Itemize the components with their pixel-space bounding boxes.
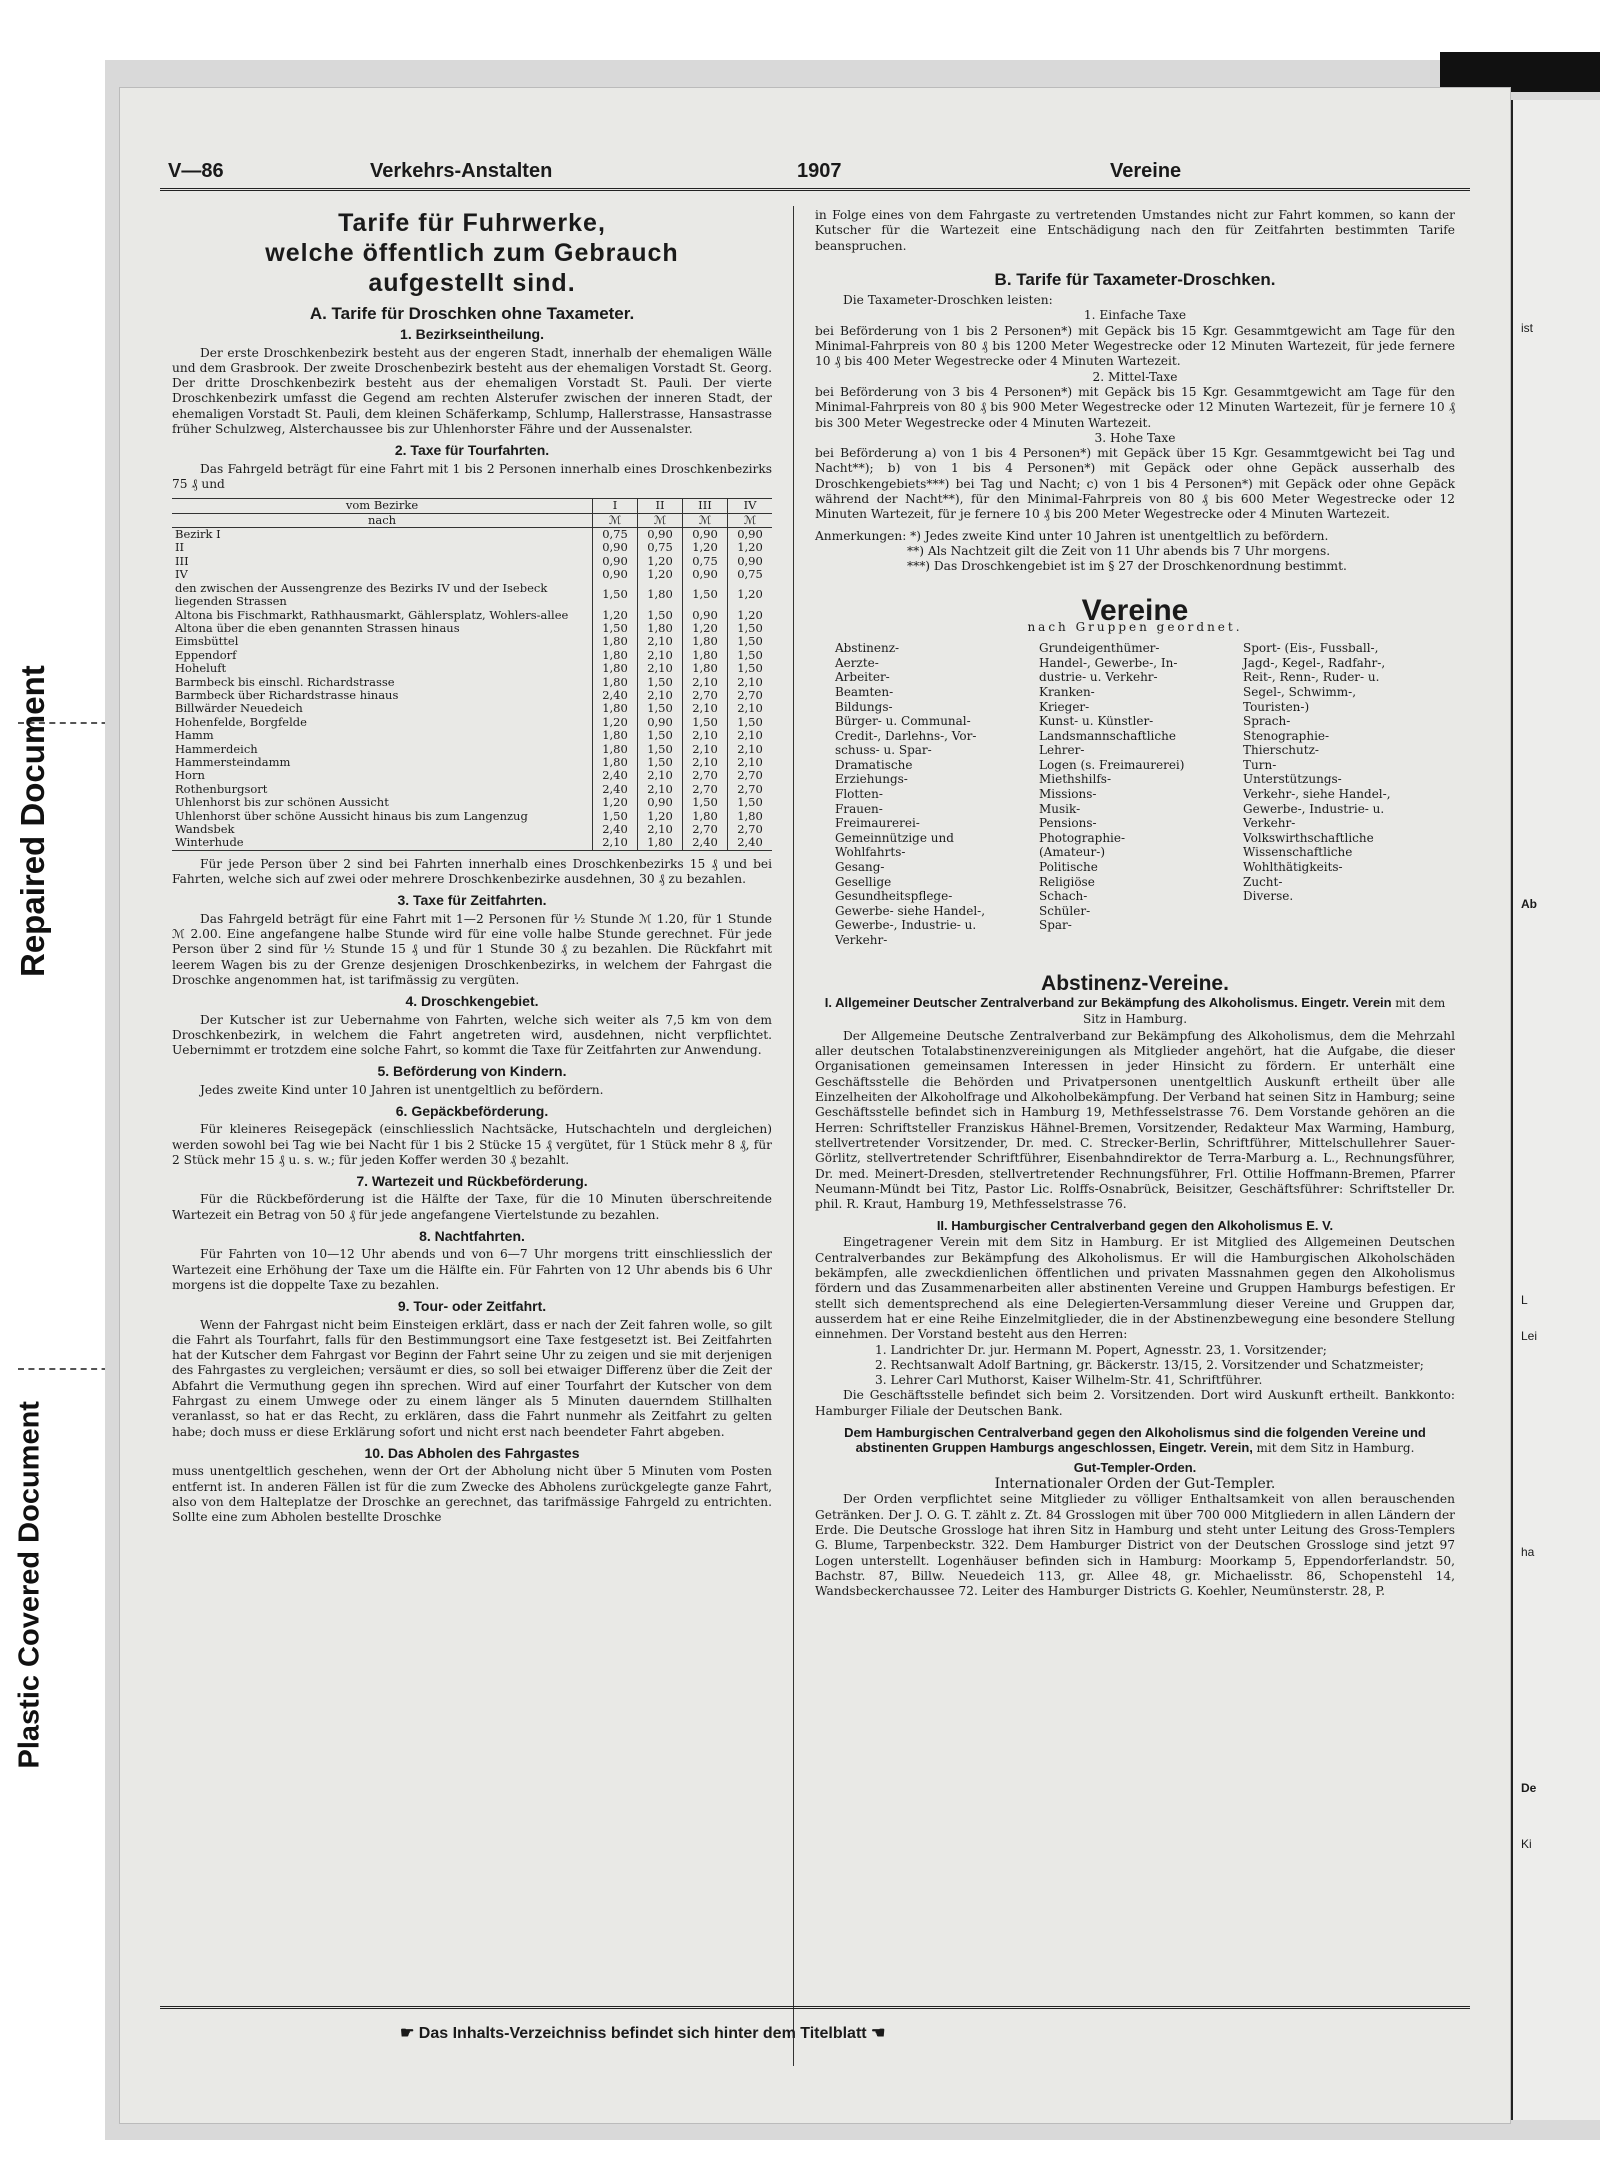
group-column: Grundeigenthümer- Handel-, Gewerbe-, In- dustrie- u. Verkehr- Kranken- Krieger- Kunst- u. Künstler- Landsmannschaftliche Lehrer- Logen (s. Freimaurerei) Miethshilfs- Missions- Musik- Pensions- Photographie- (Amateur-) Politische Religiöse Schach- Schüler- Spar- <box>1039 641 1185 933</box>
fare-cell: 1,50 <box>638 743 683 756</box>
fare-cell: 2,10 <box>683 702 728 715</box>
pointing-hand-icon: ☚ <box>866 2025 886 2042</box>
fare-cell: 2,10 <box>683 729 728 742</box>
fare-cell: 1,80 <box>593 635 638 648</box>
fare-cell: 2,70 <box>728 689 773 702</box>
b1-text: bei Beförderung von 1 bis 2 Personen*) mit Gepäck bis 15 Kgr. Gesammtgewicht am Tage für den Minimal-Fahrpreis von 80 ₰ bis 1200 Meter Wegestrecke oder 12 Minuten Wartezeit, für jede fernere 10 ₰ bis 400 Meter Wegestrecke oder 4 Minuten Wartezeit. <box>815 323 1455 369</box>
fare-cell: 2,10 <box>683 743 728 756</box>
fare-cell: 2,40 <box>593 769 638 782</box>
s8-text: Für Fahrten von 10—12 Uhr abends und von 6—7 Uhr morgens tritt einschliesslich der Wartezeit eine Erhöhung der Taxe um die Hälfte ein. Für Fahrten von 12 Uhr abends bis 6 Uhr morgens ist die doppelte Taxe zu bezahlen. <box>172 1247 772 1292</box>
destination-cell: Rothenburgsort <box>175 781 268 796</box>
right-column <box>815 208 1455 1599</box>
abstinenz-title: Abstinenz-Vereine. <box>1041 971 1229 995</box>
table-row <box>172 635 772 648</box>
column-divider <box>793 206 794 2066</box>
s9-title: 9. Tour- oder Zeitfahrt. <box>397 1298 547 1315</box>
table-row <box>172 649 772 662</box>
fare-cell: 1,80 <box>593 702 638 715</box>
board-member: 3. Lehrer Carl Muthorst, Kaiser Wilhelm-Str. 41, Schriftführer. <box>875 1373 1263 1388</box>
table-unit: ℳ <box>593 513 638 527</box>
adjacent-page-fragments <box>1521 320 1537 1852</box>
gt-text: Der Orden verpflichtet seine Mitglieder zu völliger Enthaltsamkeit von allen berauschenden Getränken. Der J. O. G. T. zählt z. Zt. 84 Grosslogen mit über 700 000 Mitgliedern in allen Ländern der Erde. Die Deutsche Grossloge hat ihren Sitz in Hamburg und steht unter Leitung des Gross-Templers G. Blume, Tarpenbeckstr. 322. Dem Hamburger District von der Deutschen Grossloge sind jetzt 97 Logen unterstellt. Logenhäuser befinden sich in Hamburg: Moorkamp 5, Eppendorferlandstr. 50, Bachstr. 87, Billw. Neuedeich 113, gr. Allee 48, gr. Michaelisstr. 86, Schopenstehl 14, Wandsbeckerchaussee 72. Leiter des Hamburger Districts G. Koehler, Neumünsterstr. 28, P. <box>815 1492 1455 1599</box>
fare-cell: 1,50 <box>728 649 773 662</box>
fare-cell: 2,10 <box>728 743 773 756</box>
table-row <box>172 541 772 554</box>
fare-cell: 0,90 <box>728 528 773 542</box>
s10-title: 10. Das Abholen des Fahrgastes <box>364 1444 580 1461</box>
table-row <box>172 729 772 742</box>
destination-cell: Hammersteindamm <box>175 754 291 769</box>
destination-cell: Altona über die eben genannten Strassen hinaus <box>175 620 460 635</box>
gt-subtitle: Internationaler Orden der Gut-Templer. <box>994 1476 1276 1493</box>
b3-title: 3. Hohe Taxe <box>1094 430 1176 445</box>
s2-after: Für jede Person über 2 sind bei Fahrten innerhalb eines Droschkenbezirks 15 ₰ und bei Fahrten, welche sich auf zwei oder mehrere Droschkenbezirke ausdehnen, 30 ₰ zu bezahlen. <box>172 856 772 887</box>
fare-cell: 1,50 <box>728 622 773 635</box>
table-row <box>172 609 772 622</box>
fare-cell: 1,50 <box>638 729 683 742</box>
destination-cell: Eppendorf <box>175 647 237 662</box>
section-b-title: B. Tarife für Taxameter-Droschken. <box>994 269 1276 289</box>
table-row <box>172 783 772 796</box>
group-column: Abstinenz- Aerzte- Arbeiter- Beamten- Bildungs- Bürger- u. Communal- Credit-, Darlehns-, Vor- schuss- u. Spar- Dramatische Erziehungs- Flotten- Frauen- Freimaurerei- Gemeinnützige und Wohlfahrts- Gesang- Gesellige Gesundheitspflege- Gewerbe- siehe Handel-, Gewerbe-, Industrie- u. Verkehr- <box>835 641 986 947</box>
fare-cell: 2,70 <box>683 689 728 702</box>
s7-title: 7. Wartezeit und Rückbeförderung. <box>356 1173 588 1190</box>
fare-cell: 2,10 <box>728 702 773 715</box>
running-header <box>160 160 1470 184</box>
destination-cell: Hamm <box>175 728 214 743</box>
fare-cell: 1,80 <box>593 743 638 756</box>
fare-cell: 1,80 <box>638 836 683 850</box>
s6-text: Für kleineres Reisegepäck (einschliesslich Nachtsäcke, Hutschachteln und dergleichen) werden sowohl bei Tag wie bei Nacht für 1 bis 2 Stücke 15 ₰ vergütet, für 1 Stück mehr 8 ₰, für 2 Stück mehr 15 ₰ u. s. w.; für jeden Koffer werden 30 ₰ bezahlt. <box>172 1122 772 1167</box>
fragment: ist <box>1521 321 1533 335</box>
table-row <box>172 528 772 542</box>
destination-cell: Winterhude <box>172 836 593 850</box>
table-unit: ℳ <box>728 513 773 527</box>
fare-cell: 1,80 <box>683 662 728 675</box>
fare-cell: 1,50 <box>683 796 728 809</box>
fare-cell: 2,10 <box>728 676 773 689</box>
b-intro: Die Taxameter-Droschken leisten: <box>843 293 1053 308</box>
section-a-title: A. Tarife für Droschken ohne Taxameter. <box>309 304 635 323</box>
destination-cell: Uhlenhorst über schöne Aussicht hinaus bis zum Langenzug <box>175 808 528 823</box>
scan-edge <box>1440 52 1600 92</box>
fragment: Ki <box>1521 1837 1532 1851</box>
vereine-title: Vereine <box>1081 593 1189 627</box>
left-column <box>172 208 772 1525</box>
destination-cell: III <box>175 553 189 568</box>
destination-cell: Uhlenhorst bis zur schönen Aussicht <box>175 795 389 810</box>
a2-text: Eingetragener Verein mit dem Sitz in Hamburg. Er ist Mitglied des Allgemeinen Deutschen Centralverbandes zur Bekämpfung des Alkoholismus. Er will die Hamburgischen Alkoholschäden bekämpfen, alle zweckdienlichen öffentlichen und privaten Massnahmen gegen den Alkoholismus fördern und das Zusammenarbeiten aller abstinenten Vereine und Gruppen Hamburgs befestigen. Er stellt sich dementsprechend als eine Delegierten-Versammlung dieser Vereine und Gruppen dar, ausserdem hat er eine Reihe Einzelmitglieder, die in der Abstinenzbewegung eine besondere Stellung einnehmen. Der Vorstand besteht aus den Herren: <box>815 1235 1455 1342</box>
fare-cell: 1,20 <box>593 796 638 809</box>
table-row <box>172 676 772 689</box>
fare-cell: 0,90 <box>593 555 638 568</box>
fare-cell: 2,10 <box>683 676 728 689</box>
table-row <box>172 702 772 715</box>
s7-text: Für die Rückbeförderung ist die Hälfte der Taxe, für die 10 Minuten überschreitende Wartezeit ein Betrag von 50 ₰ für jede angefangene Viertelstunde zu bezahlen. <box>172 1192 772 1222</box>
fare-cell: 2,10 <box>638 689 683 702</box>
fare-cell: 1,20 <box>593 609 638 622</box>
fare-cell: 1,50 <box>593 810 638 823</box>
fare-table <box>172 498 772 851</box>
table-unit: ℳ <box>638 513 683 527</box>
destination-cell: Hoheluft <box>175 661 227 676</box>
fare-cell: 0,75 <box>683 555 728 568</box>
main-title: Tarife für Fuhrwerke, welche öffentlich zum Gebrauch aufgestellt sind. <box>265 209 679 297</box>
fare-cell: 2,40 <box>683 836 728 850</box>
board-member: 1. Landrichter Dr. jur. Hermann M. Popert, Agnesstr. 23, 1. Vorsitzender; <box>875 1342 1327 1357</box>
a1-text: Der Allgemeine Deutsche Zentralverband zur Bekämpfung des Alkoholismus, dem die Mehrzahl aller deutschen Totalabstinenzvereinigungen als Mitglieder angehört, hat die Aufgabe, die dieser Organisationen gemeinsamen Interessen in jeder Hinsicht zu fördern. Er unterhält eine Geschäftsstelle die Behörden und Privatpersonen unentgeltlich Auskunft ertheilt über alle Einzelheiten der Alkoholfrage und Alkoholbekämpfung. Der Verband hat seinen Sitz in Hamburg; seine Geschäftsstelle befindet sich in Hamburg 19, Methfesselstrasse 76. Dem Vorstande gehören an die Herren: Schriftsteller Franziskus Hähnel-Bremen, Vorsitzender, Redakteur Max Warming, Hamburg, stellvertretender Vorsitzender, Dr. med. C. Strecker-Berlin, Schriftführer, Mittelschullehrer Sauer-Görlitz, stellvertretender Schriftführer, Eisenbahndirektor de Terra-Marburg a. L., Rechnungsführer, Dr. med. Meinert-Dresden, stellvertretender Rechnungsführer, Frl. Ottilie Hoffmann-Bremen, Pfarrer Neumann-Mündt bei Titz, Pastor Lic. Rolffs-Osnabrück, Beisitzer, Geschäftsführer: Schriftsteller Dr. phil. R. Kraut, Hamburg 19, Methfesselstrasse 76. <box>815 1028 1455 1212</box>
header-rule <box>160 188 1470 191</box>
vereine-group-list <box>815 641 1455 947</box>
fare-cell: 1,20 <box>728 582 773 609</box>
b2-title: 2. Mittel-Taxe <box>1092 369 1178 384</box>
continuation-text: in Folge eines von dem Fahrgaste zu vertretenden Umstandes nicht zur Fahrt kommen, so kann der Kutscher für die Wartezeit eine Entschädigung nach den für Zeitfahrten bestimmten Tarife beanspruchen. <box>815 208 1455 253</box>
fare-cell: 0,75 <box>593 528 638 542</box>
group-column: Sport- (Eis-, Fussball-, Jagd-, Kegel-, Radfahr-, Reit-, Renn-, Ruder- u. Segel-, Schwimm-, Touristen-) Sprach- Stenographie- Thierschutz- Turn- Unterstützungs- Verkehr-, siehe Handel-, Gewerbe-, Industrie- u. Verkehr- Volkswirthschaftliche Wissenschaftliche Wohlthätigkeits- Zucht- Diverse. <box>1243 641 1391 904</box>
gt-title: Gut-Templer-Orden. <box>1073 1460 1197 1476</box>
fare-cell: 2,40 <box>728 836 773 850</box>
fare-cell: 1,50 <box>683 716 728 729</box>
fare-cell: 2,10 <box>638 649 683 662</box>
fare-cell: 2,70 <box>728 783 773 796</box>
fare-cell: 1,50 <box>638 702 683 715</box>
header-left-title: Verkehrs-Anstalten <box>370 160 553 182</box>
fare-cell: 2,10 <box>683 756 728 769</box>
table-row <box>172 810 772 823</box>
a1-title: I. Allgemeiner Deutscher Zentralverband zur Bekämpfung des Alkoholismus. Eingetr. Verein mit dem Sitz in Hamburg. <box>824 994 1446 1026</box>
pointing-hand-icon: ☛ <box>400 2025 419 2042</box>
vereine-subtitle: nach Gruppen geordnet. <box>1027 619 1243 634</box>
table-row <box>172 662 772 675</box>
fare-cell: 2,10 <box>638 783 683 796</box>
fare-cell: 0,90 <box>638 528 683 542</box>
table-head-to: nach <box>172 513 593 527</box>
footnote: ***) Das Droschkengebiet ist im § 27 der Droschkenordnung bestimmt. <box>907 559 1347 574</box>
table-head-col: II <box>638 499 683 513</box>
fare-cell: 1,50 <box>728 662 773 675</box>
fare-cell: 2,10 <box>728 729 773 742</box>
table-row <box>172 769 772 782</box>
b3-text: bei Beförderung a) von 1 bis 4 Personen*) mit Gepäck über 15 Kgr. Gesammtgewicht bei Tag und Nacht**); b) von 1 bis 4 Personen*) mit Gepäck oder ohne Gepäck ausserhalb des Droschkengebiets***) bei Tag und Nacht; c) von 1 bis 4 Personen*) mit Gepäck oder ohne Gepäck während der Nacht**), für den Minimal-Fahrpreis von 80 ₰ bis 600 Meter Wegestrecke oder 12 Minuten Wartezeit, für je fernere 10 ₰ bis 200 Meter Wegestrecke oder 4 Minuten Wartezeit. <box>815 446 1455 522</box>
fare-cell: 2,10 <box>638 662 683 675</box>
board-list <box>815 1343 1455 1389</box>
fragment: Lei <box>1521 1329 1538 1343</box>
fare-cell: 2,40 <box>593 689 638 702</box>
s3-title: 3. Taxe für Zeitfahrten. <box>397 892 547 909</box>
fare-cell: 1,80 <box>683 635 728 648</box>
fare-cell: 2,10 <box>638 823 683 836</box>
fare-cell: 1,80 <box>593 756 638 769</box>
fare-cell: 2,10 <box>728 756 773 769</box>
a3-title: Dem Hamburgischen Centralverband gegen den Alkoholismus sind die folgenden Vereine und abstinenten Gruppen Hamburgs angeschlossen, Eingetr. Verein, mit dem Sitz in Hamburg. <box>844 1425 1426 1456</box>
fare-cell: 0,90 <box>593 568 638 581</box>
fare-cell: 2,10 <box>593 836 638 850</box>
fare-cell: 1,50 <box>728 635 773 648</box>
destination-cell: Wandsbek <box>175 822 235 837</box>
fare-cell: 1,80 <box>728 810 773 823</box>
s2-text: Das Fahrgeld beträgt für eine Fahrt mit 1 bis 2 Personen innerhalb eines Droschkenbezirks 75 ₰ und <box>172 461 772 491</box>
table-row <box>172 555 772 568</box>
destination-cell: Hohenfelde, Borgfelde <box>175 714 307 729</box>
footnote: **) Als Nachtzeit gilt die Zeit von 11 Uhr abends bis 7 Uhr morgens. <box>907 543 1331 558</box>
fare-cell: 2,10 <box>638 769 683 782</box>
footer-note: ☛ Das Inhalts-Verzeichniss befindet sich hinter dem Titelblatt ☚ <box>400 2025 886 2042</box>
fare-cell: 1,20 <box>728 609 773 622</box>
plastic-covered-label: Plastic Covered Document <box>13 1401 46 1769</box>
fare-cell: 0,90 <box>728 555 773 568</box>
fare-cell: 0,90 <box>683 609 728 622</box>
table-row <box>172 823 772 836</box>
fare-cell: 2,70 <box>728 769 773 782</box>
fare-cell: 0,90 <box>638 796 683 809</box>
s5-title: 5. Beförderung von Kindern. <box>377 1063 567 1080</box>
s9-text: Wenn der Fahrgast nicht beim Einsteigen erklärt, dass er nach der Zeit fahren wolle, so gilt die Fahrt als Tourfahrt, falls für den Bestimmungsort eine Taxe festgesetzt ist. Bei Zeitfahrten hat der Kutscher dem Fahrgast vor Beginn der Fahrt seine Uhr zu zeigen und sie mit derjenigen des Fahrgastes zu vergleichen; versäumt er dies, so soll bei etwaiger Differenz über die Zeit der Abfahrt die Vermuthung gegen ihn sprechen. Wird auf einer Tourfahrt der Kutscher von dem Fahrgast zu einem Umwege oder zu einem länger als 5 Minuten dauerndem Stillhalten veranlasst, so hat er das Recht, zu erklären, dass die Fahrt nunmehr als Zeitfahrt zu gelten habe; doch muss er diese Erklärung sofort und nicht erst nach beendeter Fahrt abgeben. <box>172 1317 772 1439</box>
s8-title: 8. Nachtfahrten. <box>419 1228 525 1245</box>
fare-cell: 1,80 <box>593 729 638 742</box>
s4-title: 4. Droschkengebiet. <box>405 993 539 1010</box>
table-head-col: III <box>683 499 728 513</box>
page-number: V—86 <box>168 160 224 182</box>
destination-cell: den zwischen der Aussengrenze des Bezirks IV und der Isebeck liegenden Strassen <box>175 580 548 609</box>
fare-cell: 0,90 <box>683 568 728 581</box>
fare-cell: 1,50 <box>683 582 728 609</box>
fare-cell: 1,20 <box>728 541 773 554</box>
a2-after: Die Geschäftsstelle befindet sich beim 2. Vorsitzenden. Dort wird Auskunft ertheilt. Bankkonto: Hamburger Filiale der Deutschen Bank. <box>815 1388 1455 1418</box>
fare-cell: 1,20 <box>638 810 683 823</box>
board-member: 2. Rechtsanwalt Adolf Bartning, gr. Bäckerstr. 13/15, 2. Vorsitzender und Schatzmeister; <box>875 1357 1424 1372</box>
fare-cell: 1,20 <box>638 568 683 581</box>
fare-cell: 2,70 <box>683 783 728 796</box>
destination-cell: Barmbeck über Richardstrasse hinaus <box>175 687 399 702</box>
fare-cell: 2,70 <box>683 823 728 836</box>
fare-cell: 0,90 <box>593 541 638 554</box>
destination-cell: Barmbeck bis einschl. Richardstrasse <box>175 674 395 689</box>
fare-cell: 0,75 <box>638 541 683 554</box>
fare-cell: 1,80 <box>683 810 728 823</box>
fare-cell: 2,40 <box>593 783 638 796</box>
fare-cell: 1,50 <box>638 756 683 769</box>
fare-cell: 1,50 <box>728 716 773 729</box>
repaired-document-label: Repaired Document <box>14 665 51 977</box>
s3-text: Das Fahrgeld beträgt für eine Fahrt mit 1—2 Personen für ½ Stunde ℳ 1.20, für 1 Stunde ℳ 2.00. Eine angefangene halbe Stunde wird für eine volle halbe Stunde gerechnet. Für jede Person über 2 sind für ½ Stunde 15 ₰ und für 1 Stunde 30 ₰ zu bezahlen. Die Rückfahrt mit leerem Wagen bis zu der Grenze desjenigen Droschkenbezirks, in welchem der Fahrgast die Droschke angenommen hat, ist tarifmässig zu vergüten. <box>172 911 772 987</box>
fragment: Ab <box>1521 897 1537 911</box>
fare-cell: 0,75 <box>728 568 773 581</box>
s2-title: 2. Taxe für Tourfahrten. <box>394 442 550 459</box>
fragment: L <box>1521 1293 1528 1307</box>
table-row <box>172 716 772 729</box>
fare-cell: 2,10 <box>638 635 683 648</box>
destination-cell: Horn <box>175 768 205 783</box>
table-unit: ℳ <box>683 513 728 527</box>
cut-line-bottom <box>18 1368 118 1370</box>
fare-cell: 2,70 <box>728 823 773 836</box>
s6-title: 6. Gepäckbeförderung. <box>395 1102 549 1119</box>
b1-title: 1. Einfache Taxe <box>1083 308 1187 323</box>
fare-cell: 1,50 <box>593 622 638 635</box>
fare-cell: 1,20 <box>638 555 683 568</box>
footer-rule <box>160 2006 1470 2009</box>
fare-cell: 0,90 <box>638 716 683 729</box>
table-row <box>172 689 772 702</box>
fare-cell: 1,20 <box>683 622 728 635</box>
adjacent-page <box>1510 100 1600 2120</box>
header-right-title: Vereine <box>1110 160 1182 182</box>
fare-cell: 1,80 <box>638 582 683 609</box>
header-year: 1907 <box>797 160 842 182</box>
table-row <box>172 796 772 809</box>
table-row <box>172 582 772 609</box>
footnote: Anmerkungen: *) Jedes zweite Kind unter 10 Jahren ist unentgeltlich zu befördern. <box>815 528 1329 543</box>
table-head-col: IV <box>728 499 773 513</box>
fare-cell: 1,50 <box>728 796 773 809</box>
destination-cell: Eimsbüttel <box>175 634 239 649</box>
fare-cell: 1,80 <box>683 649 728 662</box>
table-row <box>172 743 772 756</box>
s10-text: muss unentgeltlich geschehen, wenn der Ort der Abholung nicht über 5 Minuten vom Posten entfernt ist. In anderen Fällen ist für die zum Zwecke des Abholens zurückgelegte ganze Fahrt, also von dem Halteplatze der Droschke an gerechnet, das tarifmässige Fahrgeld zu entrichten. Sollte eine zum Abholen bestellte Droschke <box>172 1464 772 1525</box>
table-head-col: I <box>593 499 638 513</box>
fare-table-body <box>172 528 772 851</box>
table-row <box>172 836 772 850</box>
s1-title: 1. Bezirkseintheilung. <box>400 326 544 343</box>
destination-cell: Bezirk I <box>175 527 221 542</box>
fare-cell: 1,80 <box>593 676 638 689</box>
destination-cell: Hammerdeich <box>175 741 258 756</box>
destination-cell: II <box>175 540 185 555</box>
fare-cell: 1,50 <box>638 676 683 689</box>
table-row <box>172 622 772 635</box>
fare-cell: 1,20 <box>683 541 728 554</box>
fare-cell: 1,20 <box>593 716 638 729</box>
fragment: De <box>1521 1781 1537 1795</box>
fare-cell: 1,80 <box>593 662 638 675</box>
fragment: ha <box>1521 1545 1535 1559</box>
table-row <box>172 756 772 769</box>
destination-cell: Altona bis Fischmarkt, Rathhausmarkt, Gählersplatz, Wohlers-allee <box>175 607 569 622</box>
b2-text: bei Beförderung von 3 bis 4 Personen*) mit Gepäck bis 15 Kgr. Gesammtgewicht am Tage für den Minimal-Fahrpreis von 80 ₰ bis 900 Meter Wegestrecke oder 12 Minuten Wartezeit, für je fernere 10 ₰ bis 300 Meter Wegestrecke oder 4 Minuten Wartezeit. <box>815 384 1455 430</box>
fare-cell: 2,70 <box>683 769 728 782</box>
s5-text: Jedes zweite Kind unter 10 Jahren ist unentgeltlich zu befördern. <box>200 1082 604 1097</box>
footnotes <box>815 529 1455 575</box>
fare-cell: 1,50 <box>638 609 683 622</box>
document-page <box>120 88 1510 2123</box>
a2-title: II. Hamburgischer Centralverband gegen den Alkoholismus E. V. <box>936 1218 1334 1234</box>
destination-cell: Billwärder Neuedeich <box>175 701 303 716</box>
fare-cell: 1,50 <box>593 582 638 609</box>
table-head-from: vom Bezirke <box>172 499 593 513</box>
fare-cell: 2,40 <box>593 823 638 836</box>
fare-cell: 1,80 <box>593 649 638 662</box>
table-row <box>172 568 772 581</box>
s4-text: Der Kutscher ist zur Uebernahme von Fahrten, welche sich weiter als 7,5 km von dem Droschkenbezirk, in welchem die Fahrt angetreten wird, ausdehnen, nicht verpflichtet. Uebernimmt er trotzdem eine solche Fahrt, so kommt die Taxe für Zeitfahrten zur Anwendung. <box>172 1012 772 1058</box>
fare-cell: 1,80 <box>638 622 683 635</box>
fare-cell: 0,90 <box>683 528 728 542</box>
s1-text: Der erste Droschkenbezirk besteht aus der engeren Stadt, innerhalb der ehemaligen Wälle und dem Grasbrook. Der zweite Droschenbezirk besteht aus der ehemaligen Vorstadt St. Georg. Der dritte Droschkenbezirk besteht aus der ehemaligen Vorstadt St. Pauli. Der vierte Droschkenbezirk umfasst die Gegend am rechten Alsterufer zwischen der inneren Stadt, der ehemaligen Vorstadt St. Pauli, dem kleinen Schäferkamp, Schlump, Hallerstrasse, Hansastrasse früher Schulzweg, Alsterchaussee bis zur Uhlenhorster Fähre und der Aussenalster. <box>172 345 772 437</box>
destination-cell: IV <box>175 567 188 582</box>
